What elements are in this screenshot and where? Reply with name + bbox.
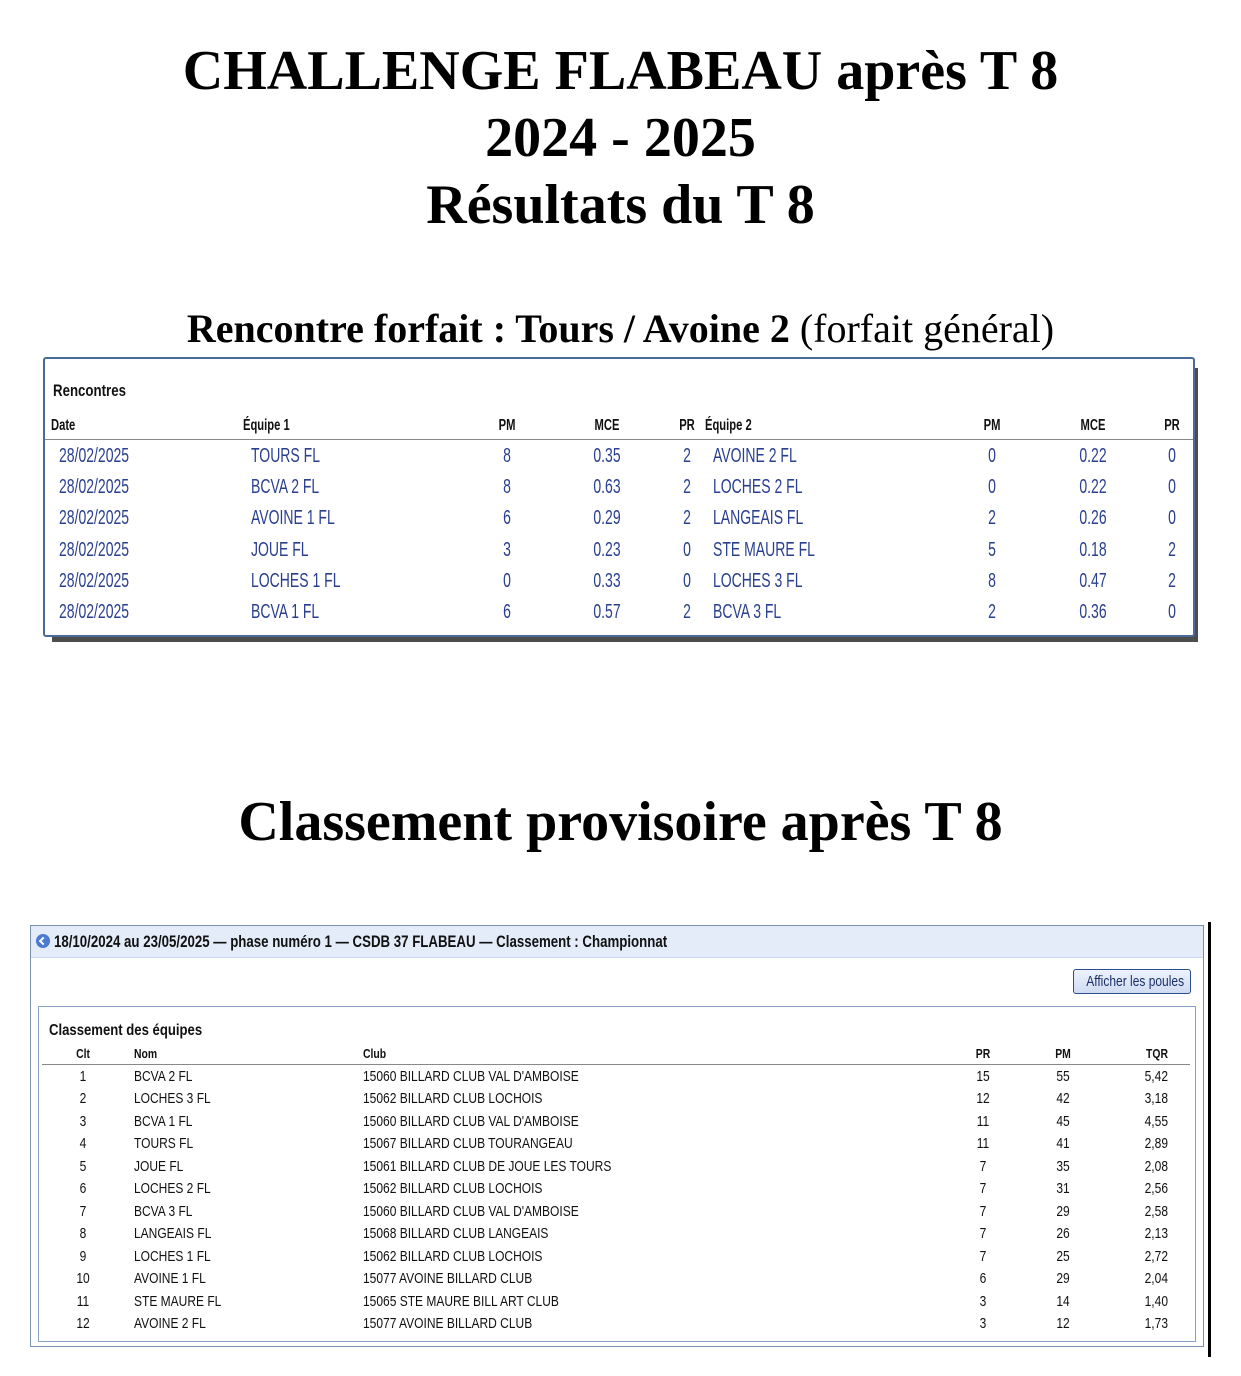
table-row xyxy=(42,1180,1190,1202)
cell-mce1: 0.23 xyxy=(593,538,621,561)
cell-equipe2: STE MAURE FL xyxy=(713,538,815,561)
cell-equipe1: BCVA 2 FL xyxy=(251,476,320,499)
cell-pm1: 8 xyxy=(503,476,511,499)
header-pr: PR xyxy=(975,1046,991,1061)
cell-pm: 55 xyxy=(1056,1068,1070,1085)
cell-tqr: 2,58 xyxy=(1144,1202,1168,1220)
header-tqr: TQR xyxy=(1146,1046,1168,1061)
cell-pm: 25 xyxy=(1056,1247,1070,1265)
cell-pm: 35 xyxy=(1056,1157,1070,1175)
cell-equipe2: LOCHES 3 FL xyxy=(713,569,803,592)
cell-mce2: 0.22 xyxy=(1079,445,1107,467)
cell-pr: 15 xyxy=(976,1068,990,1085)
cell-pm1: 6 xyxy=(503,507,511,530)
cell-pr: 11 xyxy=(976,1112,990,1130)
cell-tqr: 5,42 xyxy=(1144,1068,1168,1085)
forfait-note-bold: Rencontre forfait : Tours / Avoine 2 xyxy=(186,306,790,351)
table-row xyxy=(42,1090,1190,1112)
cell-mce1: 0.35 xyxy=(593,445,621,467)
cell-pm: 29 xyxy=(1056,1270,1070,1288)
cell-nom: STE MAURE FL xyxy=(134,1292,222,1310)
cell-club: 15077 AVOINE BILLARD CLUB xyxy=(363,1314,533,1332)
cell-clt: 10 xyxy=(76,1270,90,1288)
header-club: Club xyxy=(363,1046,387,1061)
cell-tqr: 2,13 xyxy=(1144,1225,1168,1243)
cell-mce1: 0.63 xyxy=(593,476,621,499)
panel-edge-line xyxy=(1208,922,1211,1357)
classement-table-box xyxy=(38,1006,1196,1342)
table-row xyxy=(42,1270,1190,1292)
classement-header-text: 18/10/2024 au 23/05/2025 — phase numéro 1 — CSDB 37 FLABEAU — Classement : Championnat xyxy=(54,932,668,951)
cell-pr: 11 xyxy=(976,1135,990,1153)
table-row xyxy=(45,570,1193,601)
cell-clt: 12 xyxy=(76,1314,90,1332)
cell-tqr: 2,04 xyxy=(1144,1270,1168,1288)
cell-pm: 42 xyxy=(1056,1090,1070,1108)
cell-pr: 3 xyxy=(979,1314,987,1332)
cell-clt: 5 xyxy=(79,1157,87,1175)
cell-date: 28/02/2025 xyxy=(59,601,130,623)
table-row xyxy=(42,1248,1190,1270)
rencontres-header xyxy=(45,417,1193,440)
cell-pm2: 8 xyxy=(988,569,996,592)
cell-pm: 26 xyxy=(1056,1225,1070,1243)
cell-pr2: 2 xyxy=(1168,538,1176,561)
cell-club: 15061 BILLARD CLUB DE JOUE LES TOURS xyxy=(363,1157,612,1175)
cell-pr1: 2 xyxy=(683,476,691,499)
cell-clt: 7 xyxy=(79,1202,87,1220)
cell-mce1: 0.57 xyxy=(593,601,621,623)
cell-clt: 8 xyxy=(79,1225,87,1243)
cell-tqr: 4,55 xyxy=(1144,1112,1168,1130)
cell-pm1: 0 xyxy=(503,569,511,592)
cell-pr2: 0 xyxy=(1168,601,1176,623)
table-row xyxy=(42,1135,1190,1157)
table-row xyxy=(45,445,1193,476)
cell-mce2: 0.22 xyxy=(1079,476,1107,499)
table-row xyxy=(42,1203,1190,1225)
header-clt: Clt xyxy=(76,1046,90,1061)
cell-nom: TOURS FL xyxy=(134,1135,194,1153)
cell-pr2: 0 xyxy=(1168,507,1176,530)
cell-tqr: 2,89 xyxy=(1144,1135,1168,1153)
cell-tqr: 1,73 xyxy=(1144,1314,1168,1332)
rencontres-title: Rencontres xyxy=(53,381,126,400)
cell-pr1: 0 xyxy=(683,569,691,592)
cell-clt: 4 xyxy=(79,1135,87,1153)
cell-nom: LOCHES 1 FL xyxy=(134,1247,211,1265)
header-equipe1: Équipe 1 xyxy=(243,417,290,434)
cell-club: 15060 BILLARD CLUB VAL D'AMBOISE xyxy=(363,1202,579,1220)
cell-pr: 7 xyxy=(979,1247,987,1265)
cell-date: 28/02/2025 xyxy=(59,569,130,592)
cell-nom: AVOINE 1 FL xyxy=(134,1270,206,1288)
cell-pr: 7 xyxy=(979,1202,987,1220)
title-line-1: CHALLENGE FLABEAU après T 8 xyxy=(182,40,1059,102)
cell-pm2: 0 xyxy=(988,476,996,499)
cell-pr1: 2 xyxy=(683,507,691,530)
cell-mce1: 0.33 xyxy=(593,569,621,592)
cell-pm: 31 xyxy=(1056,1180,1070,1198)
header-pm2: PM xyxy=(983,417,1001,434)
rencontres-panel xyxy=(43,357,1195,637)
cell-club: 15068 BILLARD CLUB LANGEAIS xyxy=(363,1225,549,1243)
cell-tqr: 3,18 xyxy=(1144,1090,1168,1108)
cell-pr2: 0 xyxy=(1168,476,1176,499)
table-row xyxy=(42,1293,1190,1315)
cell-nom: BCVA 3 FL xyxy=(134,1202,193,1220)
cell-pr1: 0 xyxy=(683,538,691,561)
cell-equipe1: BCVA 1 FL xyxy=(251,601,320,623)
cell-pr2: 0 xyxy=(1168,445,1176,467)
cell-pr: 6 xyxy=(979,1270,987,1288)
cell-equipe1: AVOINE 1 FL xyxy=(251,507,335,530)
header-nom: Nom xyxy=(134,1046,158,1061)
cell-equipe1: TOURS FL xyxy=(251,445,320,467)
table-row xyxy=(45,476,1193,507)
cell-pr: 7 xyxy=(979,1180,987,1198)
table-row xyxy=(45,507,1193,538)
cell-pm2: 5 xyxy=(988,538,996,561)
header-pm: PM xyxy=(1055,1046,1071,1061)
classement-table-header xyxy=(42,1046,1190,1065)
cell-mce2: 0.18 xyxy=(1079,538,1107,561)
cell-equipe2: LOCHES 2 FL xyxy=(713,476,803,499)
cell-club: 15062 BILLARD CLUB LOCHOIS xyxy=(363,1090,543,1108)
table-row xyxy=(42,1158,1190,1180)
classement-panel xyxy=(30,925,1204,1347)
table-row xyxy=(42,1315,1190,1337)
header-pr1: PR xyxy=(679,417,695,434)
classement-title: Classement provisoire après T 8 xyxy=(238,791,1003,853)
cell-equipe2: LANGEAIS FL xyxy=(713,507,804,530)
header-date: Date xyxy=(51,417,76,434)
header-pm1: PM xyxy=(498,417,516,434)
cell-pr2: 2 xyxy=(1168,569,1176,592)
cell-pm1: 8 xyxy=(503,445,511,467)
cell-mce2: 0.26 xyxy=(1079,507,1107,530)
cell-pm2: 2 xyxy=(988,601,996,623)
cell-nom: BCVA 2 FL xyxy=(134,1068,193,1085)
cell-clt: 6 xyxy=(79,1180,87,1198)
cell-pm1: 6 xyxy=(503,601,511,623)
header-mce2: MCE xyxy=(1080,417,1106,434)
cell-nom: JOUE FL xyxy=(134,1157,184,1175)
header-mce1: MCE xyxy=(594,417,620,434)
cell-club: 15067 BILLARD CLUB TOURANGEAU xyxy=(363,1135,573,1153)
cell-clt: 9 xyxy=(79,1247,87,1265)
cell-date: 28/02/2025 xyxy=(59,507,130,530)
table-row xyxy=(42,1068,1190,1090)
cell-pr1: 2 xyxy=(683,601,691,623)
cell-pr: 3 xyxy=(979,1292,987,1310)
cell-pr: 7 xyxy=(979,1157,987,1175)
cell-pr: 7 xyxy=(979,1225,987,1243)
cell-pm2: 2 xyxy=(988,507,996,530)
cell-equipe2: BCVA 3 FL xyxy=(713,601,782,623)
cell-nom: BCVA 1 FL xyxy=(134,1112,193,1130)
cell-pm1: 3 xyxy=(503,538,511,561)
cell-pm2: 0 xyxy=(988,445,996,467)
table-row xyxy=(45,601,1193,632)
cell-pr: 12 xyxy=(976,1090,990,1108)
cell-nom: LOCHES 2 FL xyxy=(134,1180,211,1198)
cell-pm: 14 xyxy=(1056,1292,1070,1310)
collapse-icon[interactable] xyxy=(36,934,50,948)
header-pr2: PR xyxy=(1164,417,1180,434)
cell-tqr: 2,72 xyxy=(1144,1247,1168,1265)
cell-tqr: 2,08 xyxy=(1144,1157,1168,1175)
table-row xyxy=(45,539,1193,570)
cell-club: 15060 BILLARD CLUB VAL D'AMBOISE xyxy=(363,1112,579,1130)
forfait-note xyxy=(0,305,1241,352)
cell-clt: 3 xyxy=(79,1112,87,1130)
cell-mce2: 0.36 xyxy=(1079,601,1107,623)
cell-clt: 2 xyxy=(79,1090,87,1108)
page-title xyxy=(0,38,1241,239)
cell-tqr: 2,56 xyxy=(1144,1180,1168,1198)
table-row xyxy=(42,1225,1190,1247)
table-row xyxy=(42,1113,1190,1135)
cell-club: 15065 STE MAURE BILL ART CLUB xyxy=(363,1292,559,1310)
cell-mce1: 0.29 xyxy=(593,507,621,530)
cell-date: 28/02/2025 xyxy=(59,445,130,467)
cell-tqr: 1,40 xyxy=(1144,1292,1168,1310)
cell-pr1: 2 xyxy=(683,445,691,467)
cell-equipe1: JOUE FL xyxy=(251,538,309,561)
cell-club: 15077 AVOINE BILLARD CLUB xyxy=(363,1270,533,1288)
title-line-2: 2024 - 2025 xyxy=(485,107,756,169)
cell-club: 15060 BILLARD CLUB VAL D'AMBOISE xyxy=(363,1068,579,1085)
cell-clt: 1 xyxy=(79,1068,87,1085)
cell-nom: LOCHES 3 FL xyxy=(134,1090,211,1108)
cell-clt: 11 xyxy=(76,1292,90,1310)
cell-date: 28/02/2025 xyxy=(59,538,130,561)
cell-mce2: 0.47 xyxy=(1079,569,1107,592)
cell-pm: 29 xyxy=(1056,1202,1070,1220)
afficher-poules-button[interactable]: Afficher les poules xyxy=(1073,969,1191,994)
cell-pm: 41 xyxy=(1056,1135,1070,1153)
cell-equipe1: LOCHES 1 FL xyxy=(251,569,341,592)
title-line-3: Résultats du T 8 xyxy=(426,174,815,236)
cell-pm: 12 xyxy=(1056,1314,1070,1332)
classement-header-bar xyxy=(31,926,1203,958)
cell-club: 15062 BILLARD CLUB LOCHOIS xyxy=(363,1180,543,1198)
cell-club: 15062 BILLARD CLUB LOCHOIS xyxy=(363,1247,543,1265)
cell-equipe2: AVOINE 2 FL xyxy=(713,445,797,467)
cell-nom: LANGEAIS FL xyxy=(134,1225,212,1243)
header-equipe2: Équipe 2 xyxy=(705,417,752,434)
forfait-note-normal: (forfait général) xyxy=(789,306,1055,351)
cell-pm: 45 xyxy=(1056,1112,1070,1130)
cell-nom: AVOINE 2 FL xyxy=(134,1314,206,1332)
cell-date: 28/02/2025 xyxy=(59,476,130,499)
classement-table-title: Classement des équipes xyxy=(49,1022,203,1039)
